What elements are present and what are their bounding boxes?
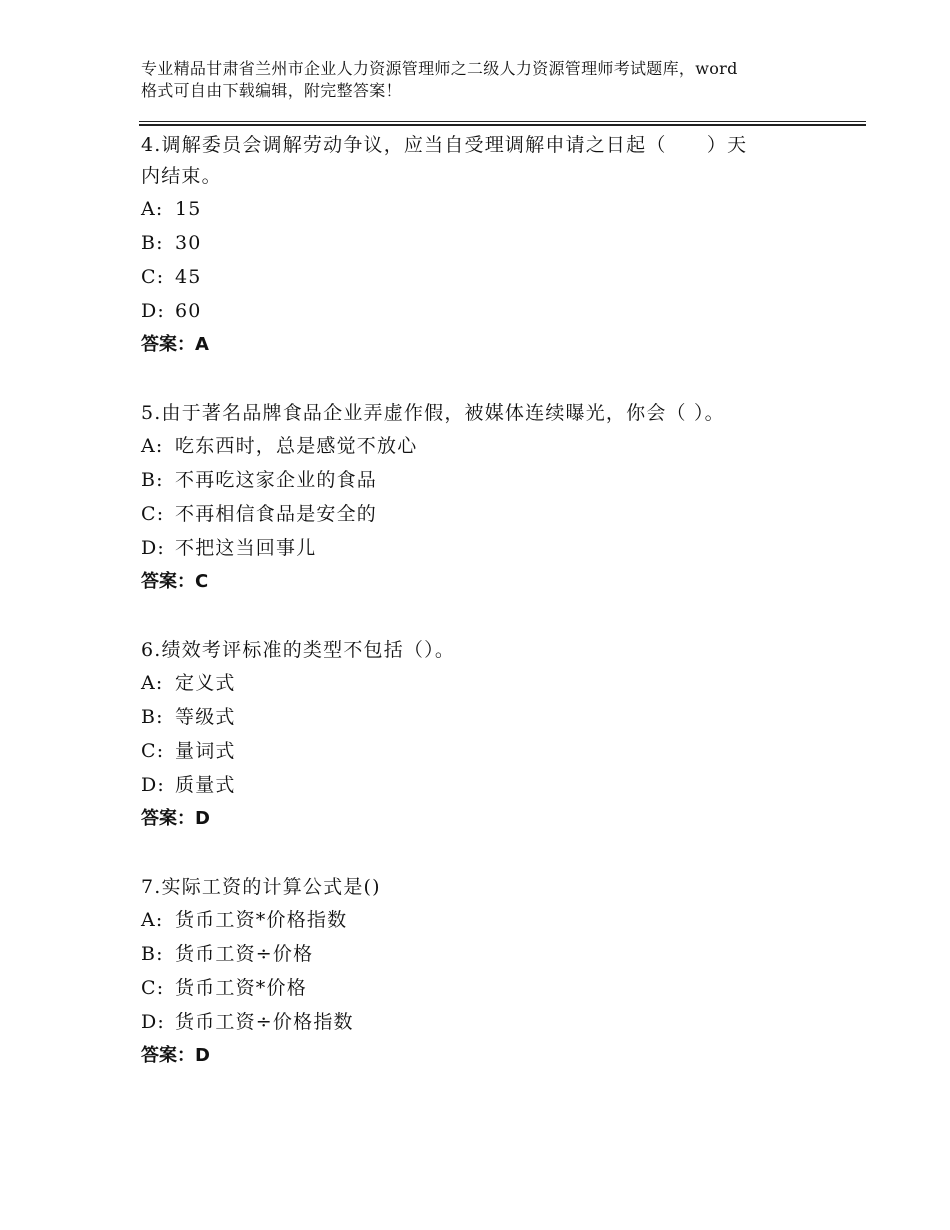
option-letter: A: [141, 909, 164, 931]
option-text: 等级式 [175, 706, 236, 728]
option-letter: D: [141, 774, 166, 796]
option-c [141, 497, 841, 531]
option-letter: D: [141, 300, 166, 322]
option-c [141, 734, 841, 768]
header-divider-thick [139, 124, 866, 126]
question-number: 6. [141, 639, 162, 661]
question-text-line-1: 绩效考评标准的类型不包括（）。 [161, 639, 456, 661]
question-6 [141, 633, 841, 836]
option-letter: D: [141, 537, 166, 559]
option-b [141, 700, 841, 734]
question-7 [141, 870, 841, 1073]
question-number: 5. [141, 402, 162, 424]
header-title-line-2: 格式可自由下载编辑，附完整答案！ [141, 81, 402, 100]
option-letter: A: [141, 672, 164, 694]
question-text-line-1: 由于著名品牌食品企业弄虚作假，被媒体连续曝光，你会（ ）。 [161, 402, 725, 424]
option-letter: A: [141, 198, 164, 220]
option-b [141, 937, 841, 971]
option-d [141, 1005, 841, 1039]
option-text: 30 [175, 232, 202, 254]
option-letter: C: [141, 740, 165, 762]
answer-line: 答案：D [141, 1045, 210, 1066]
option-letter: C: [141, 977, 165, 999]
option-letter: B: [141, 706, 164, 728]
option-text: 15 [175, 198, 202, 220]
question-text-line-1: 实际工资的计算公式是() [161, 876, 381, 898]
option-letter: A: [141, 435, 164, 457]
option-letter: B: [141, 469, 164, 491]
option-a [141, 429, 841, 463]
question-list [141, 128, 841, 1107]
question-stem [141, 396, 841, 429]
option-d [141, 294, 841, 328]
question-text-line-1: 调解委员会调解劳动争议，应当自受理调解申请之日起（ ）天 [161, 134, 748, 156]
option-text: 货币工资*价格 [175, 977, 307, 999]
header-title-line-1: 专业精品甘肃省兰州市企业人力资源管理师之二级人力资源管理师考试题库，word [141, 59, 738, 78]
question-stem [141, 128, 841, 192]
question-stem [141, 633, 841, 666]
option-text: 60 [175, 300, 202, 322]
question-4 [141, 128, 841, 362]
option-letter: D: [141, 1011, 166, 1033]
question-stem [141, 870, 841, 903]
option-text: 定义式 [175, 672, 236, 694]
option-c [141, 260, 841, 294]
option-text: 不把这当回事儿 [175, 537, 317, 559]
option-c [141, 971, 841, 1005]
option-a [141, 192, 841, 226]
answer-line: 答案：A [141, 334, 209, 355]
option-letter: C: [141, 503, 165, 525]
question-number: 7. [141, 876, 162, 898]
option-text: 不再相信食品是安全的 [175, 503, 378, 525]
option-text: 量词式 [175, 740, 236, 762]
option-b [141, 226, 841, 260]
option-a [141, 903, 841, 937]
answer-line: 答案：D [141, 808, 210, 829]
option-letter: C: [141, 266, 165, 288]
option-d [141, 768, 841, 802]
question-5 [141, 396, 841, 599]
question-text-line-2: 内结束。 [141, 165, 222, 187]
document-header [141, 58, 841, 102]
option-text: 货币工资÷价格 [175, 943, 314, 965]
option-text: 不再吃这家企业的食品 [175, 469, 378, 491]
option-text: 质量式 [175, 774, 236, 796]
option-b [141, 463, 841, 497]
header-divider-thin [139, 121, 866, 122]
option-letter: B: [141, 232, 164, 254]
option-d [141, 531, 841, 565]
question-number: 4. [141, 134, 162, 156]
answer-line: 答案：C [141, 571, 209, 592]
option-a [141, 666, 841, 700]
option-text: 货币工资÷价格指数 [175, 1011, 354, 1033]
option-letter: B: [141, 943, 164, 965]
option-text: 45 [175, 266, 202, 288]
option-text: 吃东西时，总是感觉不放心 [175, 435, 418, 457]
option-text: 货币工资*价格指数 [175, 909, 348, 931]
